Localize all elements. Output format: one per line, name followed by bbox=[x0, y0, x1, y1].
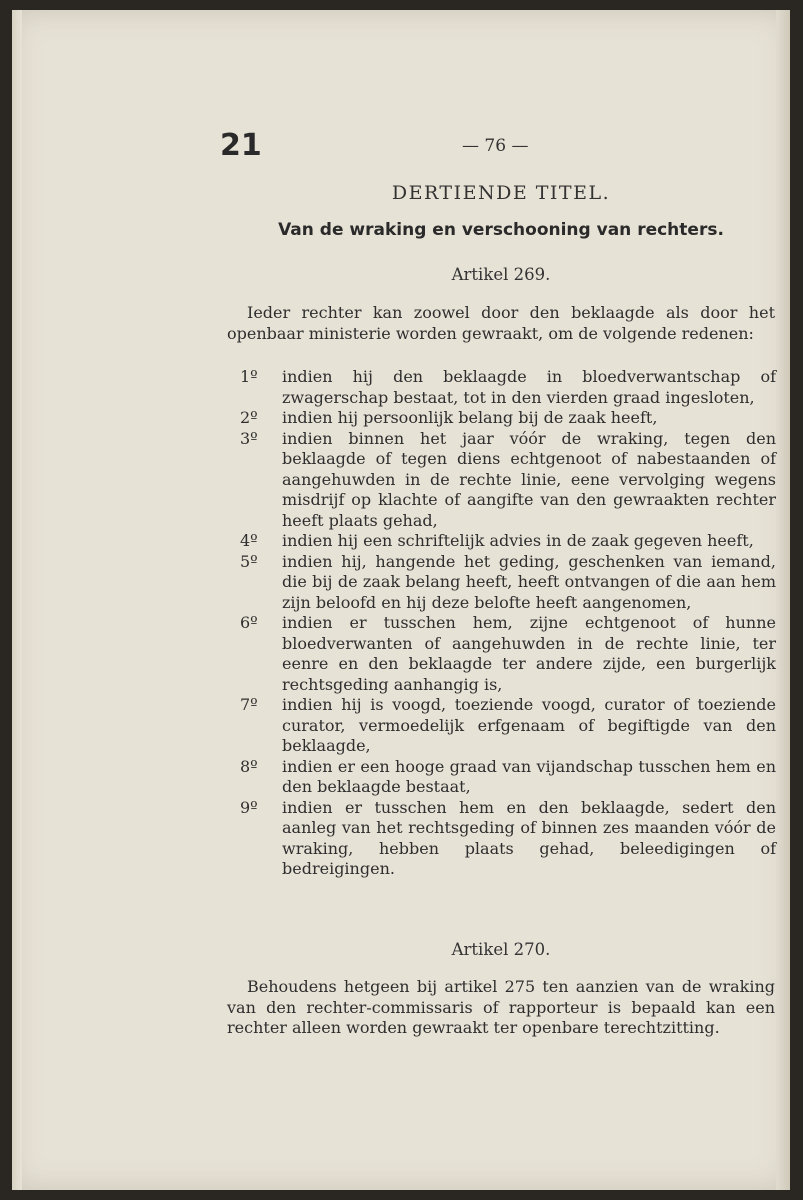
list-item bbox=[240, 408, 776, 429]
list-item-number: 9º bbox=[240, 797, 258, 817]
list-item bbox=[240, 367, 776, 408]
list-item-text: indien er tusschen hem, zijne echtgenoot of hunne bloedverwanten of aangehuwden in de rechte linie, ter eenre en den beklaagde ter andere zijde, een burgerlijk rechtsgeding aanhangig is, bbox=[282, 613, 776, 694]
list-item bbox=[240, 531, 776, 552]
list-item-text: indien er een hooge graad van vijandschap tusschen hem en den beklaagde bestaat, bbox=[282, 756, 776, 796]
article-269-heading: Artikel 269. bbox=[451, 265, 551, 284]
article-269-intro: Ieder rechter kan zoowel door den beklaagde als door het openbaar ministerie worden gewraakt, om de volgende redenen: bbox=[227, 303, 775, 343]
list-item-text: indien er tusschen hem en den beklaagde, sedert den aanleg van het rechtsgeding of binnen zes maanden vóór de wraking, hebben plaats gehad, beleedigingen of bedreigingen. bbox=[282, 797, 776, 878]
page-number: — 76 — bbox=[462, 136, 529, 156]
list-item-text: indien hij een schriftelijk advies in de zaak gegeven heeft, bbox=[282, 531, 754, 550]
section-subtitle: Van de wraking en verschooning van rechters. bbox=[278, 220, 724, 240]
list-item bbox=[240, 695, 776, 757]
list-item bbox=[240, 552, 776, 614]
list-item-text: indien hij den beklaagde in bloedverwantschap of zwagerschap bestaat, tot in den vierden graad ingesloten, bbox=[282, 367, 776, 407]
list-item-number: 1º bbox=[240, 367, 258, 386]
list-item-number: 5º bbox=[240, 551, 258, 571]
list-item-text: indien hij, hangende het geding, geschenken van iemand, die bij de zaak belang heeft, heeft ontvangen of die aan hem zijn beloofd en hij deze belofte heeft aangenomen, bbox=[282, 551, 776, 612]
list-item-number: 8º bbox=[240, 756, 258, 776]
article-269-list bbox=[240, 367, 776, 880]
list-item bbox=[240, 613, 776, 695]
article-270-text: Behoudens hetgeen bij artikel 275 ten aanzien van de wraking van den rechter-commissaris of rapporteur is bepaald kan een rechter alleen worden gewraakt ter openbare terechtzitting. bbox=[227, 977, 775, 1037]
list-item-text: indien hij is voogd, toeziende voogd, curator of toeziende curator, vermoedelijk erfgenaam of begiftigde van den beklaagde, bbox=[282, 695, 776, 755]
list-item-number: 3º bbox=[240, 428, 258, 448]
section-title: DERTIENDE TITEL. bbox=[391, 182, 611, 204]
page-number-large: 21 bbox=[220, 128, 262, 163]
list-item bbox=[240, 757, 776, 798]
list-item-number: 7º bbox=[240, 695, 258, 714]
list-item-number: 4º bbox=[240, 531, 258, 550]
document-page bbox=[12, 10, 790, 1190]
list-item bbox=[240, 798, 776, 880]
article-270-heading: Artikel 270. bbox=[451, 940, 551, 959]
list-item bbox=[240, 429, 776, 532]
list-item-number: 6º bbox=[240, 613, 258, 632]
list-item-text: indien hij persoonlijk belang bij de zaak heeft, bbox=[282, 408, 658, 427]
list-item-number: 2º bbox=[240, 408, 258, 427]
list-item-text: indien binnen het jaar vóór de wraking, tegen den beklaagde of tegen diens echtgenoot of nabestaanden of aangehuwden in de rechte linie, eene vervolging wegens misdrijf op klachte of aangifte van den gewraakten rechter heeft plaats gehad, bbox=[282, 428, 776, 530]
